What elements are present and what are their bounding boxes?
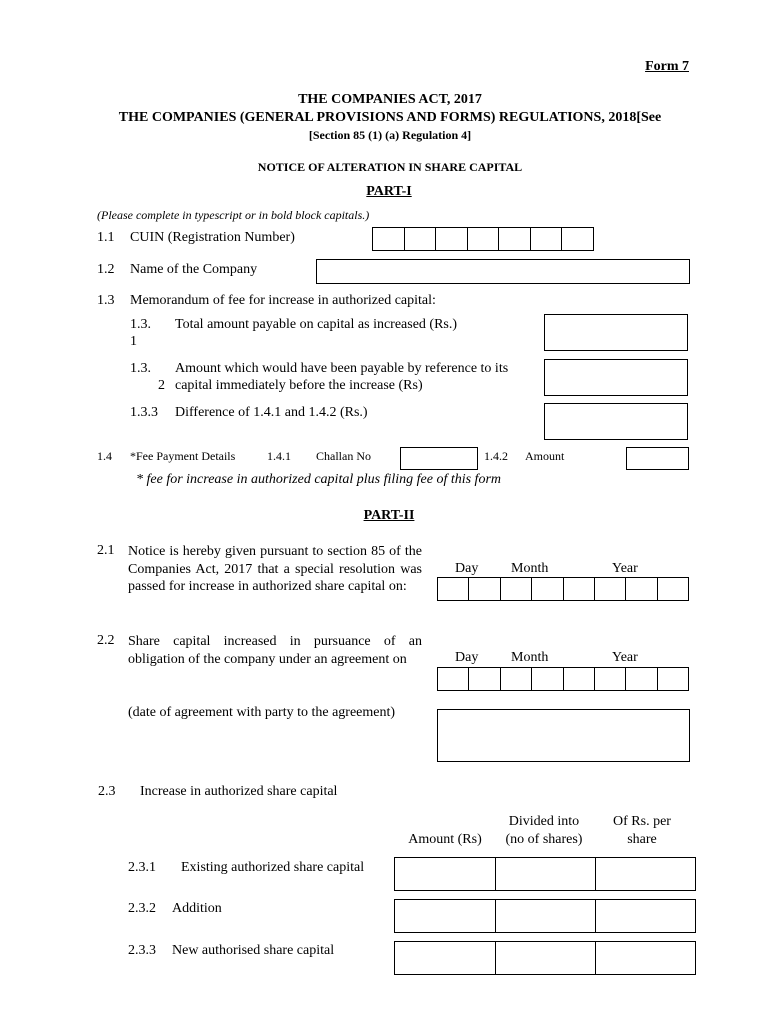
date-year-label: Year [612, 650, 638, 665]
addition-label: Addition [172, 901, 222, 916]
existing-capital-label: Existing authorized share capital [181, 860, 365, 875]
fee-note: * fee for increase in authorized capital plus filing fee of this form [136, 472, 502, 487]
shares-cell[interactable] [496, 858, 596, 890]
date-cell[interactable] [658, 668, 688, 690]
date-month-label: Month [511, 561, 549, 576]
date-cell[interactable] [532, 578, 563, 600]
item-2-2-number: 2.2 [97, 633, 115, 648]
col-amount-header: Amount (Rs) [408, 832, 482, 847]
difference-input[interactable] [544, 403, 688, 440]
rate-cell[interactable] [596, 900, 695, 932]
item-1-3-3-number: 1.3.3 [130, 405, 158, 420]
increase-capital-label: Increase in authorized share capital [140, 784, 338, 799]
company-name-label: Name of the Company [130, 262, 258, 277]
cuin-cell[interactable] [468, 228, 500, 250]
shares-cell[interactable] [496, 900, 596, 932]
item-1-3-number: 1.3 [97, 293, 115, 308]
instruction-note: (Please complete in typescript or in bold block capitals.) [97, 208, 370, 222]
section-reference: [Section 85 (1) (a) Regulation 4] [308, 128, 472, 142]
cuin-cell[interactable] [499, 228, 531, 250]
cuin-cell[interactable] [436, 228, 468, 250]
challan-no-input[interactable] [400, 447, 478, 470]
existing-capital-row [394, 857, 696, 891]
company-name-input[interactable] [316, 259, 690, 284]
date-cell[interactable] [626, 578, 657, 600]
addition-row [394, 899, 696, 933]
notice-title: NOTICE OF ALTERATION IN SHARE CAPITAL [257, 160, 523, 174]
cuin-cell[interactable] [562, 228, 593, 250]
date-day-label: Day [455, 650, 479, 665]
cuin-cell[interactable] [373, 228, 405, 250]
row-2-3-3-number: 2.3.3 [128, 943, 156, 958]
shares-cell[interactable] [496, 942, 596, 974]
date-cell[interactable] [658, 578, 688, 600]
total-amount-input[interactable] [544, 314, 688, 351]
agreement-party-input[interactable] [437, 709, 690, 762]
new-capital-label: New authorised share capital [172, 943, 335, 958]
item-1-3-1-number-suffix: 1 [130, 334, 137, 349]
memorandum-label: Memorandum of fee for increase in authorized capital: [130, 293, 436, 308]
date-cell[interactable] [564, 668, 595, 690]
total-amount-label: Total amount payable on capital as increased (Rs.) [175, 317, 458, 332]
item-1-1-number: 1.1 [97, 230, 115, 245]
amount-cell[interactable] [395, 900, 496, 932]
col-divided-header: Divided into [508, 814, 580, 829]
date-month-label: Month [511, 650, 549, 665]
cuin-input[interactable] [372, 227, 594, 251]
date-cell[interactable] [501, 668, 532, 690]
agreement-text: Share capital increased in pursuance of an obligation of the company under an agreement on [128, 634, 422, 667]
item-1-3-2-number-suffix: 2 [158, 378, 165, 393]
resolution-date-input[interactable] [437, 577, 689, 601]
cuin-cell[interactable] [405, 228, 437, 250]
previous-amount-label: Amount which would have been payable by reference to its [175, 361, 509, 376]
agreement-date-input[interactable] [437, 667, 689, 691]
resolution-notice-text: Notice is hereby given pursuant to section 85 of the Companies Act, 2017 that a special resolution was passed for increase in authorized share capital on: [128, 544, 422, 594]
date-cell[interactable] [564, 578, 595, 600]
agreement-party-label: (date of agreement with party to the agreement) [128, 705, 396, 720]
difference-label: Difference of 1.4.1 and 1.4.2 (Rs.) [175, 405, 368, 420]
col-rate-header-line2: share [627, 832, 657, 847]
amount-cell[interactable] [395, 942, 496, 974]
amount-label: Amount [525, 449, 565, 463]
previous-amount-label-line2: capital immediately before the increase (Rs) [175, 378, 423, 393]
part1-heading: PART-I [366, 184, 412, 199]
row-2-3-1-number: 2.3.1 [128, 860, 156, 875]
item-1-3-2-number: 1.3. [130, 361, 151, 376]
date-cell[interactable] [469, 668, 500, 690]
form-number: Form 7 [645, 59, 689, 74]
part2-heading: PART-II [363, 508, 415, 523]
row-2-3-2-number: 2.3.2 [128, 901, 156, 916]
col-rate-header: Of Rs. per [613, 814, 671, 829]
item-1-2-number: 1.2 [97, 262, 115, 277]
fee-payment-label: *Fee Payment Details [130, 449, 236, 463]
date-cell[interactable] [626, 668, 657, 690]
rate-cell[interactable] [596, 942, 695, 974]
date-cell[interactable] [532, 668, 563, 690]
regulations-title: THE COMPANIES (GENERAL PROVISIONS AND FORMS) REGULATIONS, 2018[See [118, 110, 662, 125]
item-2-3-number: 2.3 [98, 784, 116, 799]
date-cell[interactable] [595, 668, 626, 690]
cuin-cell[interactable] [531, 228, 563, 250]
new-capital-row [394, 941, 696, 975]
amount-cell[interactable] [395, 858, 496, 890]
item-1-4-1-number: 1.4.1 [267, 449, 291, 463]
challan-label: Challan No [316, 449, 371, 463]
item-1-4-2-number: 1.4.2 [484, 449, 508, 463]
date-cell[interactable] [438, 668, 469, 690]
date-cell[interactable] [501, 578, 532, 600]
act-title: THE COMPANIES ACT, 2017 [298, 92, 482, 107]
item-2-1-number: 2.1 [97, 543, 115, 558]
date-cell[interactable] [469, 578, 500, 600]
previous-amount-input[interactable] [544, 359, 688, 396]
rate-cell[interactable] [596, 858, 695, 890]
date-cell[interactable] [438, 578, 469, 600]
date-cell[interactable] [595, 578, 626, 600]
fee-amount-input[interactable] [626, 447, 689, 470]
date-year-label: Year [612, 561, 638, 576]
item-1-4-number: 1.4 [97, 449, 112, 463]
item-1-3-1-number: 1.3. [130, 317, 151, 332]
cuin-label: CUIN (Registration Number) [130, 230, 295, 245]
date-day-label: Day [455, 561, 479, 576]
col-divided-header-line2: (no of shares) [505, 832, 583, 847]
